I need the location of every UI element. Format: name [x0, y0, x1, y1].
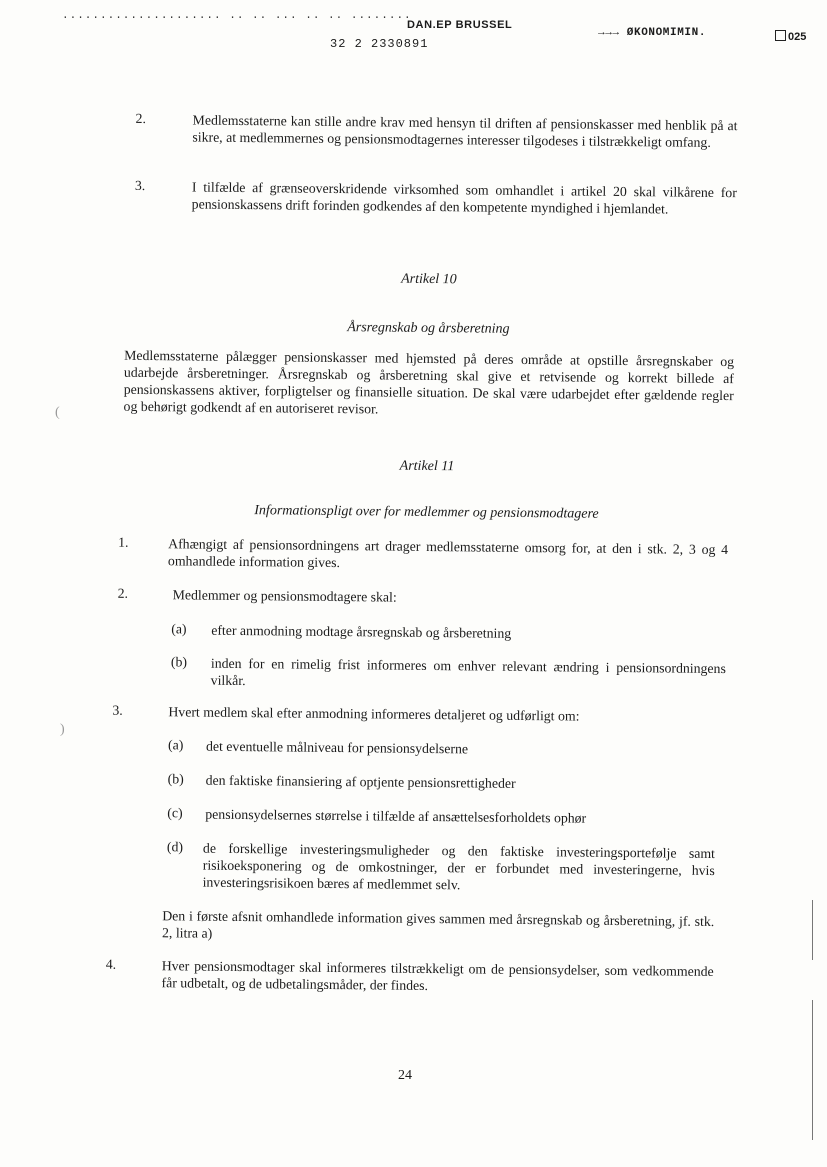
section-text: Medlemsstaterne kan stille andre krav med hensyn til driften af pensionskasser med henblik på at sikre, at medlemmernes og pensionsmodtagernes interesser tilgodeses i tilstrækkeligt omfang.	[192, 112, 738, 150]
article-subtitle: Informationspligt over for medlemmer og pensionsmodtagere	[254, 503, 599, 522]
fax-destination: →→→ ØKONOMIMIN.	[598, 27, 707, 39]
item-text: det eventuelle målniveau for pensionsydelserne	[205, 738, 469, 757]
paragraph-note: Den i første afsnit omhandlede information gives sammen med årsregnskab og årsberetning, jf. stk. 2, litra a)	[162, 908, 715, 941]
article-subtitle: Årsregnskab og årsberetning	[347, 320, 510, 337]
paragraph-text: Hver pensionsmodtager skal informeres tilstrækkeligt om de pensionsydelser, som vedkommende får udbetalt, og de udbetalingsmåder, der findes.	[161, 958, 714, 994]
scan-edge-line	[812, 900, 813, 960]
item-text: efter anmodning modtage årsregnskab og årsberetning	[211, 622, 512, 641]
paragraph-number: 3.	[112, 702, 123, 718]
paragraph-text: Hvert medlem skal efter anmodning informeres detaljeret og udførligt om:	[168, 704, 580, 724]
item-label: (d)	[166, 839, 184, 855]
fax-transmission-line: ..................... .. .. ... .. .. ........	[62, 10, 412, 22]
fax-page-number: 025	[788, 31, 807, 43]
punch-hole-mark: (	[55, 405, 60, 420]
article-text: Medlemsstaterne pålægger pensionskasser med hjemsted på deres område at opstille årsregnskaber og udarbejde årsberetninger. Årsregnskab og årsberetning skal give et retvisende og korrekt billede af pensionskassens aktiver, forpligtelser og finansielle situation. De skal være udarbejdet efter gældende regler og behørigt godkendt af en autoriseret revisor.	[123, 347, 735, 417]
item-label: (a)	[167, 737, 184, 753]
item-label: (b)	[170, 654, 188, 670]
item-text: den faktiske finansiering af optjente pensionsrettigheder	[205, 772, 516, 791]
section-number: 2.	[135, 110, 147, 127]
fax-phone: 32 2 2330891	[330, 37, 429, 51]
section-text: I tilfælde af grænseoverskridende virksomhed som omhandlet i artikel 20 skal vilkårene for pensionskassens drift forinden godkendes af den kompetente myndighed i hjemlandet.	[191, 179, 737, 217]
item-text: inden for en rimelig frist informeres om enhver relevant ændring i pensionsordningens vilkår.	[210, 655, 726, 689]
page-number: 24	[398, 1068, 412, 1083]
paragraph-text: Medlemmer og pensionsmodtagere skal:	[172, 587, 397, 605]
item-label: (c)	[167, 805, 183, 821]
item-label: (a)	[171, 621, 187, 637]
paragraph-number: 1.	[118, 534, 129, 550]
paragraph-text: Afhængigt af pensionsordningens art drager medlemsstaterne omsorg for, at den i stk. 2, 3 og 4 omhandlede information gives.	[167, 536, 729, 571]
section-number: 3.	[134, 177, 146, 193]
paragraph-number: 4.	[105, 956, 117, 972]
article-title: Artikel 11	[399, 458, 455, 475]
item-label: (b)	[167, 771, 184, 787]
paragraph-number: 2.	[117, 585, 129, 601]
punch-hole-mark: )	[60, 722, 65, 737]
item-text: pensionsydelsernes størrelse i tilfælde af ansættelsesforholdets ophør	[205, 806, 587, 826]
item-text: de forskellige investeringsmuligheder og den faktiske investeringsportefølje samt risikoeksponering og de omkostninger, der er forbundet med investeringerne, hvis investeringsrisikoen bæres af medlemmet selv.	[202, 840, 716, 893]
article-title: Artikel 10	[401, 271, 457, 288]
fax-sender: DAN.EP BRUSSEL	[407, 19, 513, 31]
scan-edge-line	[812, 1000, 813, 1140]
